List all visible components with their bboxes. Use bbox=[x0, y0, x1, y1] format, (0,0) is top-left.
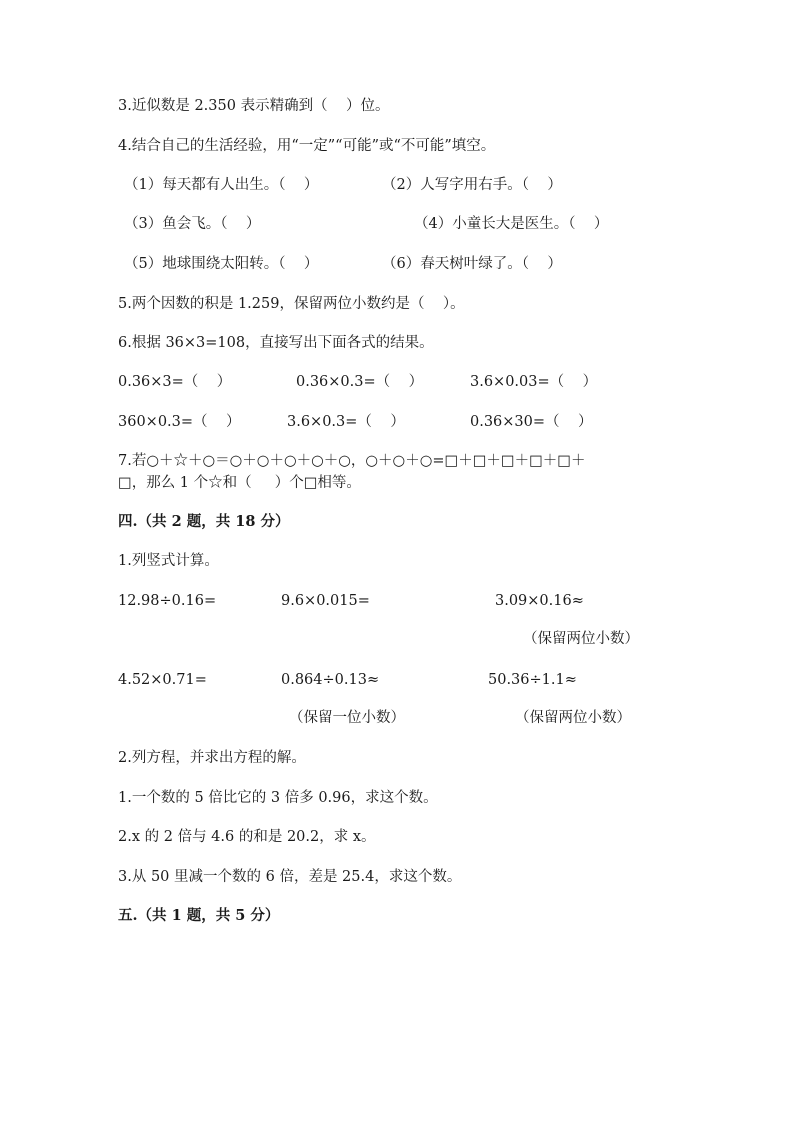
question-6-item-1: 0.36×3=（ ） bbox=[118, 374, 232, 390]
vertical-calc-5: 0.864÷0.13≈ bbox=[281, 672, 380, 688]
vertical-calc-4: 4.52×0.71= bbox=[118, 672, 207, 688]
section-5-heading: 五.（共 1 题，共 5 分） bbox=[118, 907, 280, 924]
vertical-calc-3-note: （保留两位小数） bbox=[523, 631, 639, 647]
question-6-item-4: 360×0.3=（ ） bbox=[118, 414, 241, 430]
equation-problem-3: 3.从 50 里减一个数的 6 倍，差是 25.4，求这个数。 bbox=[118, 869, 462, 885]
question-6-item-5: 3.6×0.3=（ ） bbox=[287, 414, 405, 430]
section-4-heading: 四.（共 2 题，共 18 分） bbox=[118, 513, 290, 530]
question-3: 3.近似数是 2.350 表示精确到（ ）位。 bbox=[118, 98, 390, 114]
section-4-problem-1-prompt: 1.列竖式计算。 bbox=[118, 553, 219, 569]
question-4-item-4: （4）小童长大是医生。（ ） bbox=[414, 216, 609, 232]
question-5: 5.两个因数的积是 1.259，保留两位小数约是（ ）。 bbox=[118, 296, 465, 312]
question-4-item-6: （6）春天树叶绿了。（ ） bbox=[382, 256, 562, 272]
vertical-calc-3: 3.09×0.16≈ bbox=[495, 593, 584, 609]
vertical-calc-5-note: （保留一位小数） bbox=[289, 710, 405, 726]
question-4-item-2: （2）人写字用右手。（ ） bbox=[382, 177, 562, 193]
question-7-line-2: □，那么 1 个☆和（ ）个□相等。 bbox=[118, 475, 361, 491]
vertical-calc-2: 9.6×0.015= bbox=[281, 593, 370, 609]
vertical-calc-6-note: （保留两位小数） bbox=[515, 710, 631, 726]
question-6-item-3: 3.6×0.03=（ ） bbox=[470, 374, 598, 390]
question-6-prompt: 6.根据 36×3=108，直接写出下面各式的结果。 bbox=[118, 335, 434, 351]
question-4-item-1: （1）每天都有人出生。（ ） bbox=[124, 177, 319, 193]
vertical-calc-6: 50.36÷1.1≈ bbox=[488, 672, 577, 688]
question-6-item-2: 0.36×0.3=（ ） bbox=[296, 374, 424, 390]
section-4-problem-2-prompt: 2.列方程，并求出方程的解。 bbox=[118, 750, 306, 766]
vertical-calc-1: 12.98÷0.16= bbox=[118, 593, 217, 609]
question-6-item-6: 0.36×30=（ ） bbox=[470, 414, 593, 430]
question-4-prompt: 4.结合自己的生活经验，用“一定”“可能”或“不可能”填空。 bbox=[118, 138, 496, 154]
question-7-line-1: 7.若○＋☆＋○＝○＋○＋○＋○＋○，○＋○＋○=□＋□＋□＋□＋□＋ bbox=[118, 453, 586, 469]
question-4-item-5: （5）地球围绕太阳转。（ ） bbox=[124, 256, 319, 272]
equation-problem-2: 2.x 的 2 倍与 4.6 的和是 20.2，求 x。 bbox=[118, 829, 376, 845]
question-4-item-3: （3）鱼会飞。（ ） bbox=[124, 216, 261, 232]
equation-problem-1: 1.一个数的 5 倍比它的 3 倍多 0.96，求这个数。 bbox=[118, 790, 438, 806]
